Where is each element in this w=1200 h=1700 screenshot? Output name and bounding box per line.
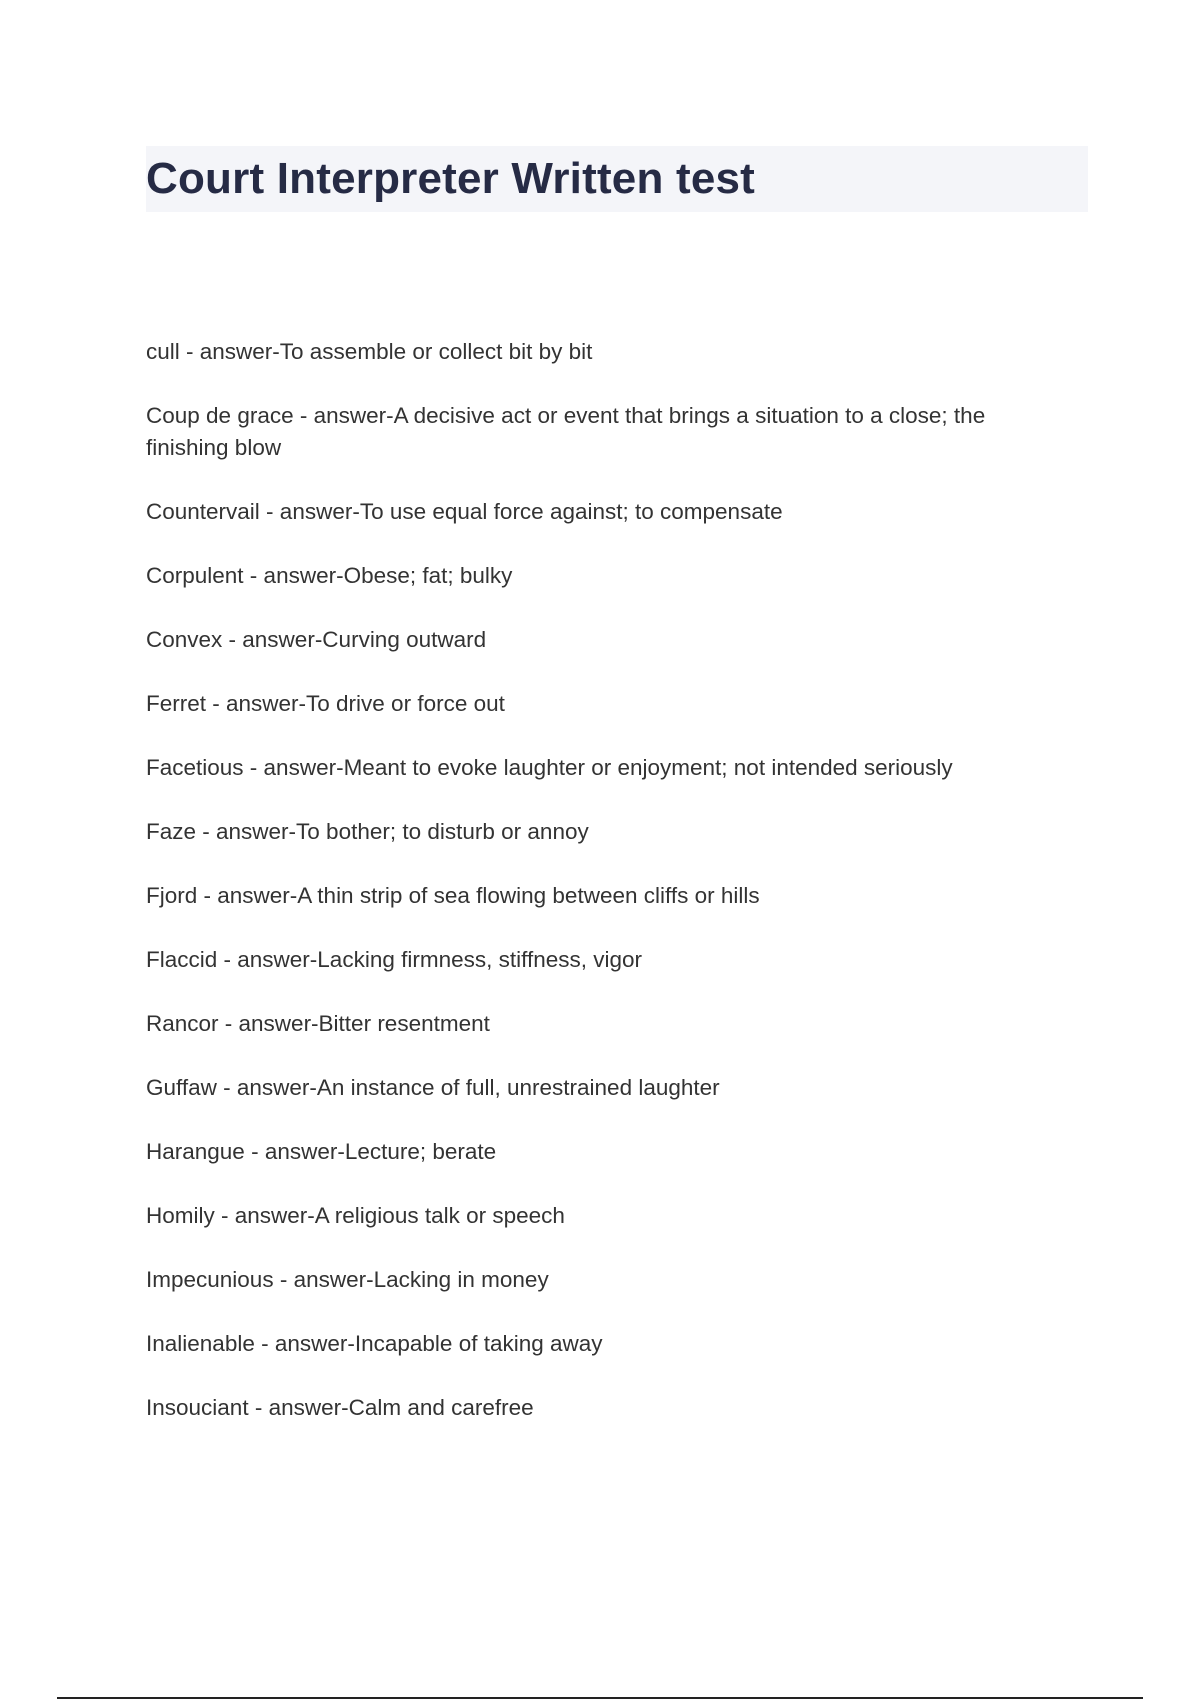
title-banner bbox=[146, 146, 1088, 212]
definition-entry-fjord: Fjord - answer-A thin strip of sea flowing between cliffs or hills bbox=[146, 883, 760, 908]
definition-entry-corpulent: Corpulent - answer-Obese; fat; bulky bbox=[146, 563, 513, 588]
definition-entry-inalienable: Inalienable - answer-Incapable of taking away bbox=[146, 1331, 603, 1356]
definition-entry-convex: Convex - answer-Curving outward bbox=[146, 627, 487, 652]
footer-divider bbox=[57, 1697, 1143, 1699]
definition-entry-impecunious: Impecunious - answer-Lacking in money bbox=[146, 1267, 549, 1292]
definition-entry-cull: cull - answer-To assemble or collect bit by bit bbox=[146, 339, 593, 364]
definition-entry-homily: Homily - answer-A religious talk or speech bbox=[146, 1203, 565, 1228]
definition-entry-ferret: Ferret - answer-To drive or force out bbox=[146, 691, 505, 716]
definition-entry-flaccid: Flaccid - answer-Lacking firmness, stiffness, vigor bbox=[146, 947, 642, 972]
definition-entry-facetious: Facetious - answer-Meant to evoke laughter or enjoyment; not intended seriously bbox=[146, 755, 953, 780]
definition-entry-guffaw: Guffaw - answer-An instance of full, unrestrained laughter bbox=[146, 1075, 720, 1100]
definition-entry-rancor: Rancor - answer-Bitter resentment bbox=[146, 1011, 490, 1036]
definition-list bbox=[146, 336, 1066, 1456]
definition-entry-harangue: Harangue - answer-Lecture; berate bbox=[146, 1139, 497, 1164]
definition-entry-faze: Faze - answer-To bother; to disturb or annoy bbox=[146, 819, 589, 844]
definition-entry-countervail: Countervail - answer-To use equal force against; to compensate bbox=[146, 499, 783, 524]
page-title: Court Interpreter Written test bbox=[146, 154, 756, 203]
definition-entry-coup-de-grace: Coup de grace - answer-A decisive act or event that brings a situation to a close; the finishing blow bbox=[146, 403, 986, 460]
definition-entry-insouciant: Insouciant - answer-Calm and carefree bbox=[146, 1395, 534, 1420]
